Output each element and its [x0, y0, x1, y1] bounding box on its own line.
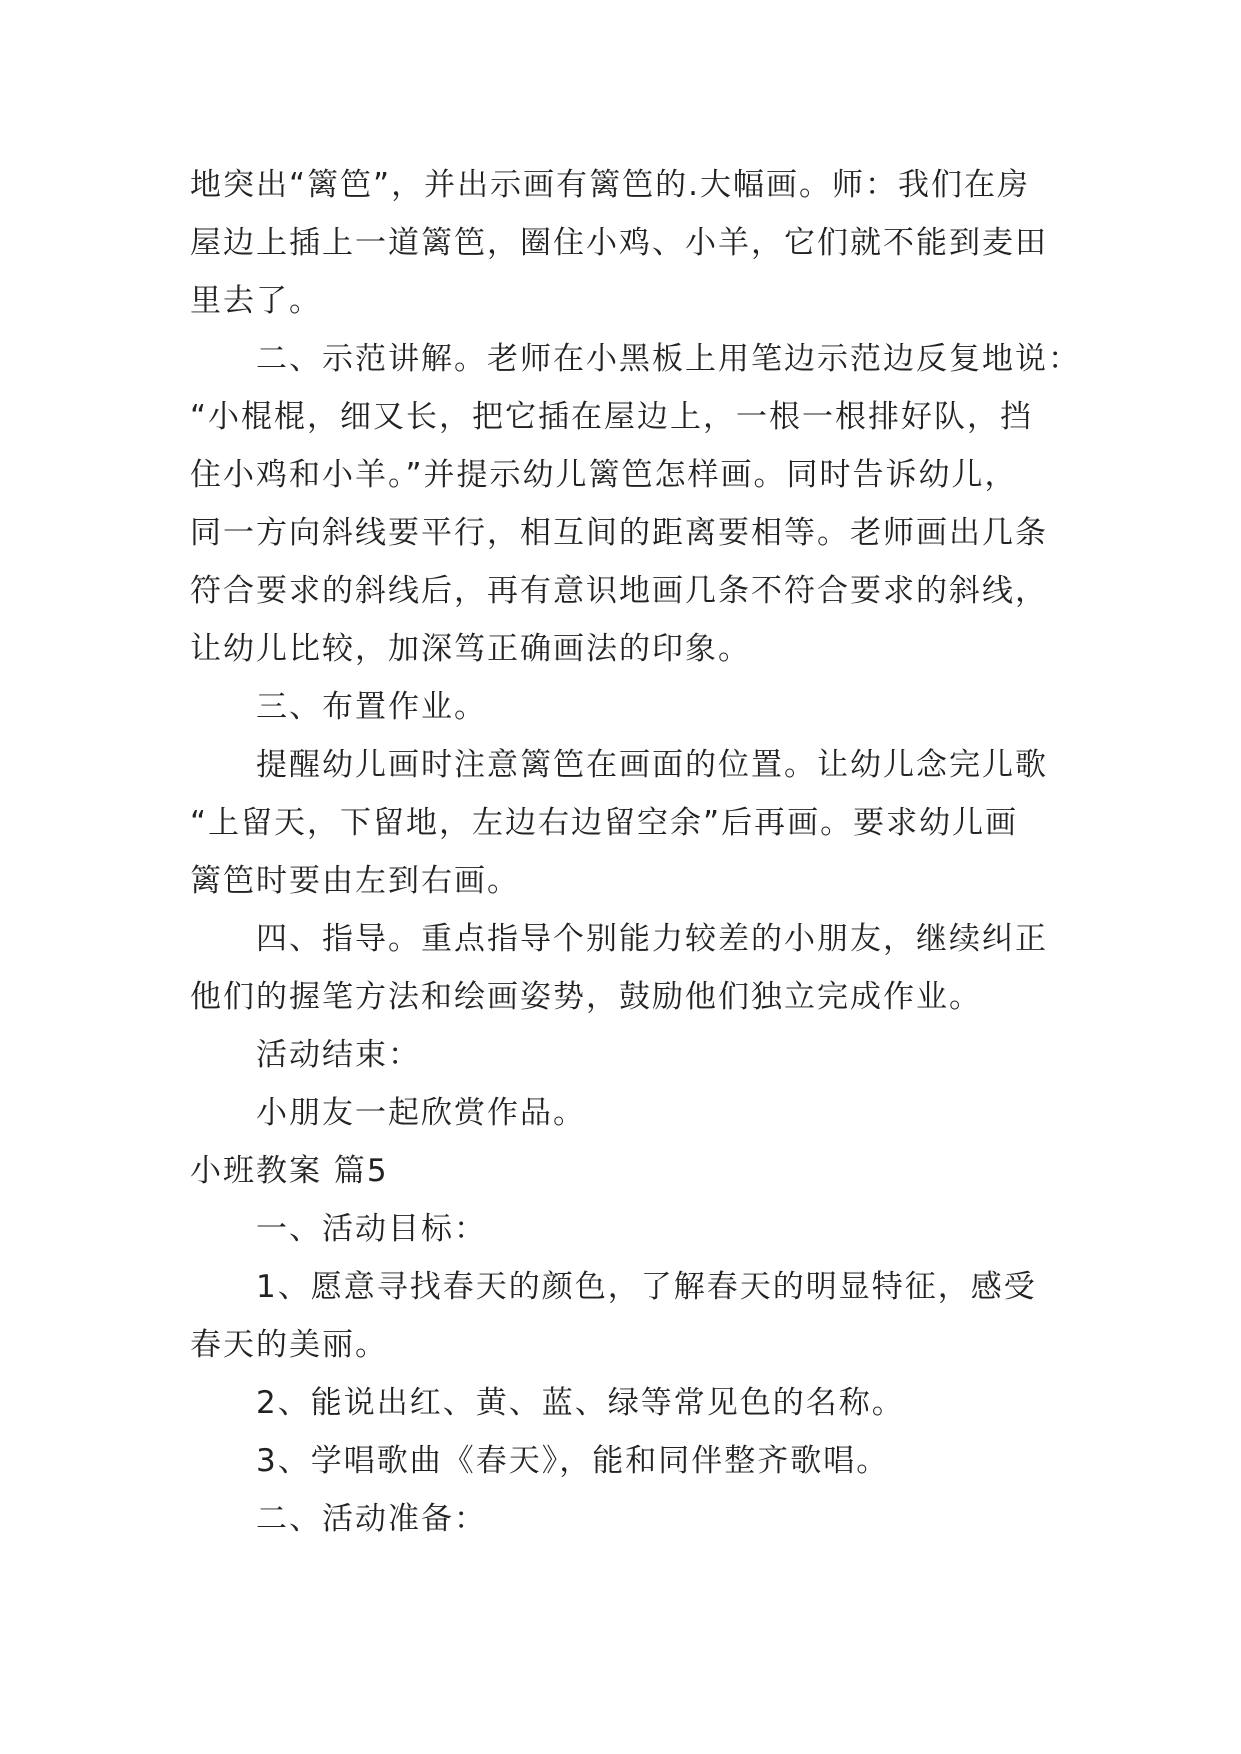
section-heading: 小班教案 篇5	[190, 1153, 389, 1189]
text-line: “小棍棍，细又长，把它插在屋边上，一根一根排好队，挡	[190, 399, 1034, 435]
text-line: 符合要求的斜线后，再有意识地画几条不符合要求的斜线，	[190, 573, 1048, 609]
text-line: “上留天，下留地，左边右边留空余”后再画。要求幼儿画	[190, 805, 1019, 841]
text-line: 让幼儿比较，加深笃正确画法的印象。	[190, 631, 751, 667]
text-line: 同一方向斜线要平行，相互间的距离要相等。老师画出几条	[190, 515, 1048, 551]
text-line: 3、学唱歌曲《春天》，能和同伴整齐歌唱。	[256, 1443, 890, 1479]
text-line: 小朋友一起欣赏作品。	[256, 1095, 586, 1131]
text-line: 四、指导。重点指导个别能力较差的小朋友，继续纠正	[256, 921, 1048, 957]
text-line: 1、愿意寻找春天的颜色，了解春天的明显特征，感受	[256, 1269, 1037, 1305]
text-line: 2、能说出红、黄、蓝、绿等常见色的名称。	[256, 1385, 905, 1421]
document-body	[190, 156, 1080, 1548]
text-line: 二、活动准备：	[256, 1501, 487, 1537]
text-line: 篱笆时要由左到右画。	[190, 863, 520, 899]
text-line: 他们的握笔方法和绘画姿势，鼓励他们独立完成作业。	[190, 979, 982, 1015]
text-line: 三、布置作业。	[256, 689, 487, 725]
text-line: 屋边上插上一道篱笆，圈住小鸡、小羊，它们就不能到麦田	[190, 225, 1048, 261]
text-line: 春天的美丽。	[190, 1327, 388, 1363]
text-line: 一、活动目标：	[256, 1211, 487, 1247]
text-line: 地突出“篱笆”，并出示画有篱笆的.大幅画。师：我们在房	[190, 167, 1030, 203]
text-line: 二、示范讲解。老师在小黑板上用笔边示范边反复地说：	[256, 341, 1081, 377]
text-line: 里去了。	[190, 283, 322, 319]
text-line: 提醒幼儿画时注意篱笆在画面的位置。让幼儿念完儿歌	[256, 747, 1048, 783]
text-line: 活动结束：	[256, 1037, 421, 1073]
text-line: 住小鸡和小羊。”并提示幼儿篱笆怎样画。同时告诉幼儿，	[190, 457, 1018, 493]
